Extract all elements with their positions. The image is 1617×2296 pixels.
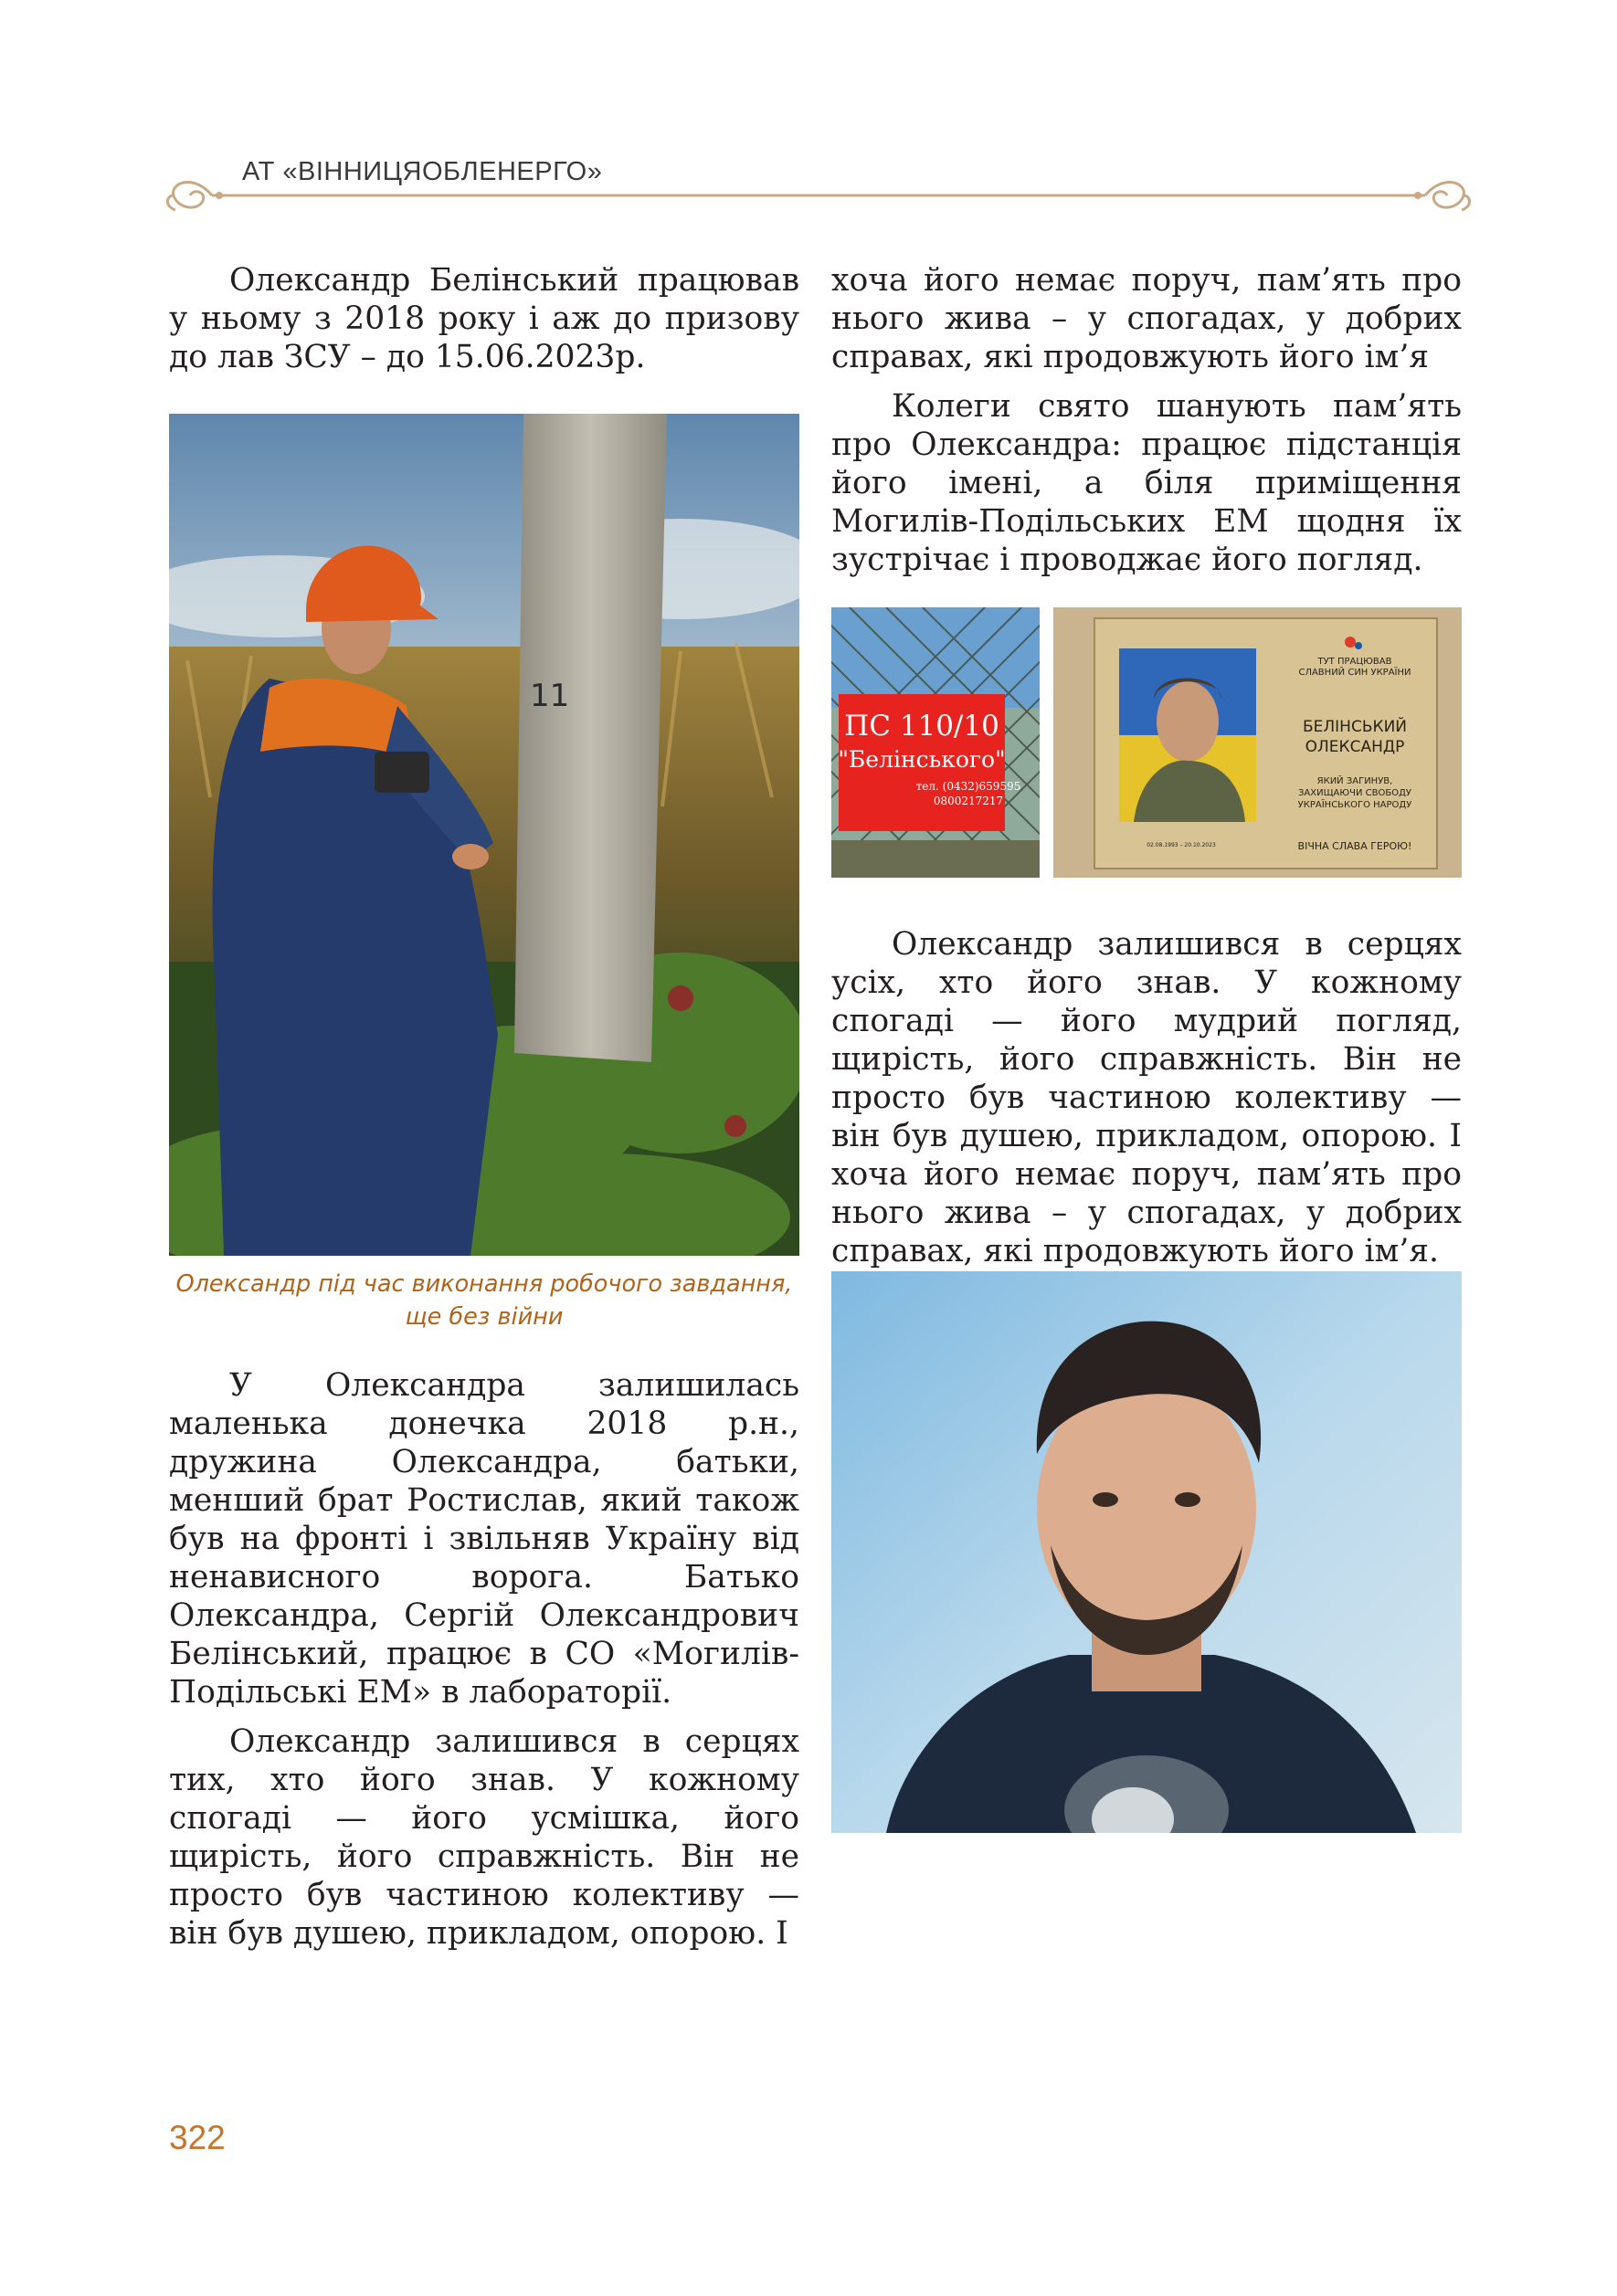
plaque-heading-1: ТУТ ПРАЦЮВАВ <box>1317 657 1392 667</box>
plaque-name-1: БЕЛІНСЬКИЙ <box>1302 718 1408 736</box>
paragraph-3: Олександр залишився в серцях тих, хто його знав. У кожному спогаді — його усмішка, його щирість, його справжність. Він не просто був частиною колективу — він був душею, прикладом, опорою. І <box>169 1723 799 1952</box>
plaque-heading-2: СЛАВНИЙ СИН УКРАЇНИ <box>1298 668 1411 678</box>
substation-sign-photo <box>831 607 1040 878</box>
paragraph-1: Олександр Белінський працював у ньому з 2018 року і аж до призову до лав ЗСУ – до 15.06.2023р. <box>169 262 799 375</box>
plaque-dates: 02.08.1993 – 20.10.2023 <box>1147 842 1216 848</box>
left-column-top <box>169 261 799 387</box>
left-column-bottom <box>169 1366 799 1964</box>
plaque-text-2: ЗАХИЩАЮЧИ СВОБОДУ <box>1297 788 1412 798</box>
paragraph-2: У Олександра залишилась маленька донечка 2018 р.н., дружина Олександра, батьки, менший брат Ростислав, який також був на фронті і звільняв Україну від ненависного ворога. Батько Олександра, Сергій Олександрович Белінський, працює в СО «Могилів-Подільські ЕМ» в лабораторії. <box>169 1367 799 1711</box>
sign-phone-1: тел. (0432)659595 <box>915 780 1021 793</box>
sign-phone-2: 0800217217 <box>933 795 1004 807</box>
sign-line-1: ПС 110/10 <box>844 710 999 743</box>
header-ornament-rule <box>166 164 1471 228</box>
paragraph-4: хоча його немає поруч, пам’ять про нього жива – у спогадах, у добрих справах, які продовжують його ім’я <box>831 262 1462 375</box>
right-column-top <box>831 261 1462 590</box>
worker-photo <box>169 414 799 1256</box>
plaque-text-3: УКРАЇНСЬКОГО НАРОДУ <box>1297 800 1412 810</box>
memorial-plaque-photo <box>1053 607 1462 878</box>
photo-caption: Олександр під час виконання робочого завдання, ще без війни <box>175 1270 793 1331</box>
sign-line-2: "Белінського" <box>838 746 1006 773</box>
plaque-motto: ВІЧНА СЛАВА ГЕРОЮ! <box>1297 840 1412 852</box>
pole-number: 11 <box>530 678 570 714</box>
paragraph-5: Колеги свято шанують пам’ять про Олександра: працює підстанція його імені, а біля приміщення Могилів-Подільських ЕМ щодня їх зустрічає і проводжає його погляд. <box>831 388 1462 578</box>
page-number: 322 <box>169 2119 226 2156</box>
right-column-middle <box>831 925 1462 1281</box>
portrait-photo <box>831 1271 1462 1833</box>
plaque-text-1: ЯКИЙ ЗАГИНУВ, <box>1316 776 1393 786</box>
plaque-name-2: ОЛЕКСАНДР <box>1305 738 1405 756</box>
paragraph-6: Олександр залишився в серцях усіх, хто його знав. У кожному спогаді — його мудрий погляд, щирість, його справжність. Він не просто був частиною колективу — він був душею, прикладом, опорою. І хоча його немає поруч, пам’ять про нього жива – у спогадах, у добрих справах, які продовжують його ім’я. <box>831 926 1462 1269</box>
running-header: АТ «ВІННИЦЯОБЛЕНЕРГО» <box>242 157 603 186</box>
